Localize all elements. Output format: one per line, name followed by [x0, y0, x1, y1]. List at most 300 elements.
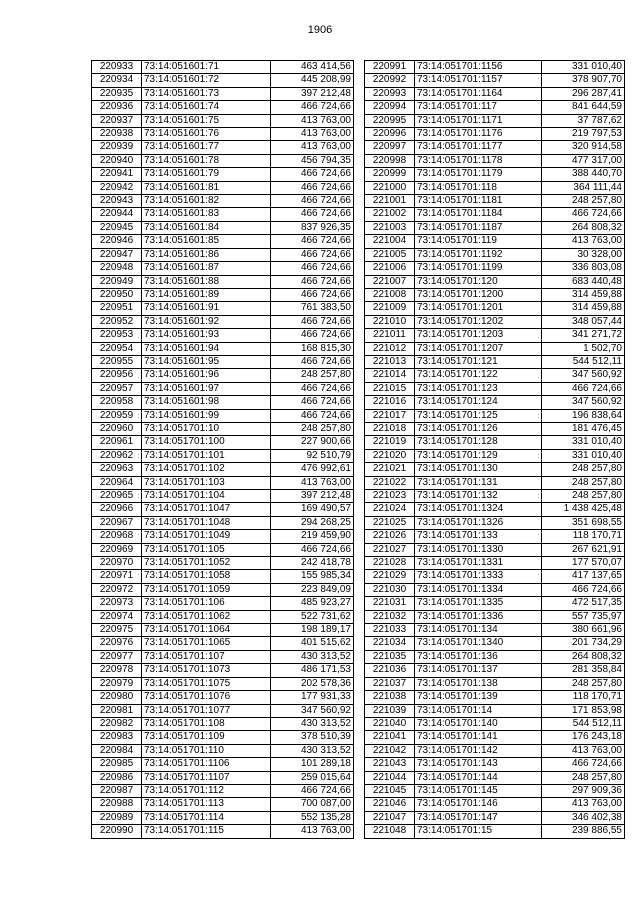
cadastral-number-cell: 73:14:051701:113	[142, 798, 271, 811]
cadastral-number-cell: 73:14:051701:1059	[142, 583, 271, 596]
cadastral-number-cell: 73:14:051701:1178	[415, 154, 542, 167]
table-row	[365, 61, 625, 74]
cadastral-number-cell: 73:14:051701:1324	[415, 503, 542, 516]
row-number-cell: 221036	[365, 664, 415, 677]
cadastral-number-cell: 73:14:051701:114	[142, 811, 271, 824]
row-number-cell: 221017	[365, 409, 415, 422]
cadastral-value-cell: 472 517,35	[542, 597, 625, 610]
cadastral-value-cell: 466 724,66	[542, 583, 625, 596]
table-row	[92, 329, 354, 342]
cadastral-value-cell: 397 212,48	[271, 87, 354, 100]
cadastral-value-cell: 430 313,52	[271, 717, 354, 730]
cadastral-value-cell: 181 476,45	[542, 422, 625, 435]
cadastral-value-cell: 294 268,25	[271, 516, 354, 529]
cadastral-value-cell: 466 724,66	[271, 262, 354, 275]
table-row	[92, 382, 354, 395]
cadastral-value-cell: 201 734,29	[542, 637, 625, 650]
cadastral-number-cell: 73:14:051601:87	[142, 262, 271, 275]
table-row	[92, 141, 354, 154]
cadastral-number-cell: 73:14:051601:79	[142, 168, 271, 181]
table-row	[365, 490, 625, 503]
row-number-cell: 221035	[365, 650, 415, 663]
cadastral-number-cell: 73:14:051701:147	[415, 811, 542, 824]
cadastral-number-cell: 73:14:051601:81	[142, 181, 271, 194]
row-number-cell: 221005	[365, 248, 415, 261]
table-row	[92, 302, 354, 315]
cadastral-value-cell: 466 724,66	[271, 315, 354, 328]
table-row	[92, 784, 354, 797]
cadastral-number-cell: 73:14:051701:1156	[415, 61, 542, 74]
table-row	[92, 570, 354, 583]
table-row	[365, 141, 625, 154]
row-number-cell: 220975	[92, 624, 142, 637]
cadastral-number-cell: 73:14:051701:1201	[415, 302, 542, 315]
cadastral-value-cell: 397 212,48	[271, 490, 354, 503]
row-number-cell: 221010	[365, 315, 415, 328]
row-number-cell: 220966	[92, 503, 142, 516]
cadastral-number-cell: 73:14:051701:100	[142, 436, 271, 449]
table-row	[365, 235, 625, 248]
cadastral-value-cell: 413 763,00	[542, 798, 625, 811]
cadastral-value-cell: 761 383,50	[271, 302, 354, 315]
cadastral-value-cell: 445 208,99	[271, 74, 354, 87]
row-number-cell: 221013	[365, 355, 415, 368]
table-row	[92, 490, 354, 503]
table-row	[92, 463, 354, 476]
row-number-cell: 221006	[365, 262, 415, 275]
cadastral-value-cell: 314 459,88	[542, 302, 625, 315]
row-number-cell: 220971	[92, 570, 142, 583]
cadastral-number-cell: 73:14:051601:89	[142, 288, 271, 301]
row-number-cell: 221040	[365, 717, 415, 730]
cadastral-number-cell: 73:14:051701:101	[142, 449, 271, 462]
row-number-cell: 220970	[92, 557, 142, 570]
cadastral-value-cell: 331 010,40	[542, 436, 625, 449]
cadastral-value-cell: 466 724,66	[271, 409, 354, 422]
cadastral-value-cell: 346 402,38	[542, 811, 625, 824]
row-number-cell: 221001	[365, 195, 415, 208]
cadastral-value-cell: 227 900,66	[271, 436, 354, 449]
cadastral-value-cell: 239 886,55	[542, 825, 625, 838]
table-row	[365, 610, 625, 623]
row-number-cell: 220935	[92, 87, 142, 100]
cadastral-value-cell: 177 931,33	[271, 691, 354, 704]
table-row	[92, 355, 354, 368]
cadastral-number-cell: 73:14:051601:85	[142, 235, 271, 248]
row-number-cell: 221007	[365, 275, 415, 288]
cadastral-value-cell: 413 763,00	[271, 476, 354, 489]
cadastral-value-cell: 466 724,66	[271, 168, 354, 181]
table-row	[92, 275, 354, 288]
table-row	[92, 744, 354, 757]
table-row	[92, 342, 354, 355]
cadastral-number-cell: 73:14:051601:88	[142, 275, 271, 288]
row-number-cell: 220992	[365, 74, 415, 87]
table-row	[92, 650, 354, 663]
row-number-cell: 220977	[92, 650, 142, 663]
row-number-cell: 220945	[92, 221, 142, 234]
row-number-cell: 220964	[92, 476, 142, 489]
cadastral-value-table-left	[91, 60, 354, 839]
cadastral-value-cell: 155 985,34	[271, 570, 354, 583]
row-number-cell: 221008	[365, 288, 415, 301]
cadastral-value-cell: 413 763,00	[271, 141, 354, 154]
cadastral-number-cell: 73:14:051701:1326	[415, 516, 542, 529]
cadastral-value-cell: 348 057,44	[542, 315, 625, 328]
cadastral-value-cell: 101 289,18	[271, 758, 354, 771]
row-number-cell: 221033	[365, 624, 415, 637]
cadastral-number-cell: 73:14:051601:78	[142, 154, 271, 167]
cadastral-number-cell: 73:14:051701:1157	[415, 74, 542, 87]
table-row	[92, 583, 354, 596]
table-row	[365, 516, 625, 529]
table-row	[92, 516, 354, 529]
table-row	[92, 624, 354, 637]
cadastral-number-cell: 73:14:051701:109	[142, 731, 271, 744]
table-row	[92, 288, 354, 301]
cadastral-number-cell: 73:14:051701:1181	[415, 195, 542, 208]
cadastral-value-cell: 417 137,65	[542, 570, 625, 583]
cadastral-value-cell: 259 015,64	[271, 771, 354, 784]
cadastral-number-cell: 73:14:051701:118	[415, 181, 542, 194]
cadastral-number-cell: 73:14:051701:1077	[142, 704, 271, 717]
table-row	[365, 101, 625, 114]
cadastral-number-cell: 73:14:051701:1333	[415, 570, 542, 583]
table-row	[92, 87, 354, 100]
cadastral-value-cell: 264 808,32	[542, 650, 625, 663]
table-row	[92, 154, 354, 167]
table-row	[92, 691, 354, 704]
cadastral-value-cell: 413 763,00	[271, 825, 354, 838]
table-row	[365, 369, 625, 382]
cadastral-value-cell: 466 724,66	[271, 543, 354, 556]
row-number-cell: 220942	[92, 181, 142, 194]
row-number-cell: 221039	[365, 704, 415, 717]
row-number-cell: 221027	[365, 543, 415, 556]
table-row	[365, 503, 625, 516]
cadastral-number-cell: 73:14:051701:104	[142, 490, 271, 503]
table-row	[92, 449, 354, 462]
cadastral-number-cell: 73:14:051701:1058	[142, 570, 271, 583]
cadastral-number-cell: 73:14:051701:1106	[142, 758, 271, 771]
table-row	[365, 691, 625, 704]
cadastral-number-cell: 73:14:051701:105	[142, 543, 271, 556]
row-number-cell: 220951	[92, 302, 142, 315]
row-number-cell: 220937	[92, 114, 142, 127]
cadastral-number-cell: 73:14:051701:107	[142, 650, 271, 663]
row-number-cell: 220984	[92, 744, 142, 757]
table-row	[92, 409, 354, 422]
cadastral-number-cell: 73:14:051701:1192	[415, 248, 542, 261]
table-row	[365, 744, 625, 757]
cadastral-value-cell: 456 794,35	[271, 154, 354, 167]
table-row	[365, 825, 625, 838]
row-number-cell: 221028	[365, 557, 415, 570]
table-row	[365, 449, 625, 462]
table-row	[92, 717, 354, 730]
cadastral-number-cell: 73:14:051601:86	[142, 248, 271, 261]
cadastral-number-cell: 73:14:051701:1184	[415, 208, 542, 221]
cadastral-value-cell: 466 724,66	[271, 784, 354, 797]
cadastral-value-cell: 267 621,91	[542, 543, 625, 556]
row-number-cell: 220995	[365, 114, 415, 127]
table-row	[365, 717, 625, 730]
cadastral-number-cell: 73:14:051701:1171	[415, 114, 542, 127]
table-row	[365, 382, 625, 395]
cadastral-number-cell: 73:14:051701:1107	[142, 771, 271, 784]
cadastral-value-cell: 378 510,39	[271, 731, 354, 744]
table-row	[92, 61, 354, 74]
table-row	[92, 315, 354, 328]
cadastral-number-cell: 73:14:051701:141	[415, 731, 542, 744]
page-number: 1906	[307, 24, 333, 36]
row-number-cell: 220955	[92, 355, 142, 368]
table-row	[365, 221, 625, 234]
row-number-cell: 221020	[365, 449, 415, 462]
table-row	[365, 396, 625, 409]
row-number-cell: 220990	[92, 825, 142, 838]
cadastral-number-cell: 73:14:051701:1200	[415, 288, 542, 301]
table-row	[365, 811, 625, 824]
cadastral-value-cell: 413 763,00	[271, 128, 354, 141]
cadastral-number-cell: 73:14:051701:130	[415, 463, 542, 476]
table-row	[365, 436, 625, 449]
cadastral-value-cell: 466 724,66	[271, 288, 354, 301]
row-number-cell: 220954	[92, 342, 142, 355]
row-number-cell: 221014	[365, 369, 415, 382]
table-row	[365, 624, 625, 637]
row-number-cell: 220986	[92, 771, 142, 784]
row-number-cell: 221000	[365, 181, 415, 194]
cadastral-number-cell: 73:14:051701:144	[415, 771, 542, 784]
table-row	[92, 262, 354, 275]
cadastral-number-cell: 73:14:051701:146	[415, 798, 542, 811]
table-row	[365, 275, 625, 288]
table-row	[365, 181, 625, 194]
cadastral-value-cell: 92 510,79	[271, 449, 354, 462]
table-row	[92, 181, 354, 194]
table-row	[365, 114, 625, 127]
table-row	[92, 677, 354, 690]
table-row	[365, 798, 625, 811]
cadastral-number-cell: 73:14:051701:1179	[415, 168, 542, 181]
cadastral-number-cell: 73:14:051701:121	[415, 355, 542, 368]
cadastral-value-cell: 466 724,66	[271, 275, 354, 288]
cadastral-number-cell: 73:14:051601:99	[142, 409, 271, 422]
row-number-cell: 220958	[92, 396, 142, 409]
cadastral-value-cell: 248 257,80	[542, 677, 625, 690]
row-number-cell: 221047	[365, 811, 415, 824]
cadastral-value-cell: 486 171,53	[271, 664, 354, 677]
cadastral-value-cell: 466 724,66	[271, 195, 354, 208]
cadastral-value-cell: 320 914,58	[542, 141, 625, 154]
cadastral-value-cell: 219 797,53	[542, 128, 625, 141]
cadastral-value-cell: 37 787,62	[542, 114, 625, 127]
table-row	[365, 315, 625, 328]
row-number-cell: 220949	[92, 275, 142, 288]
row-number-cell: 220980	[92, 691, 142, 704]
row-number-cell: 221023	[365, 490, 415, 503]
cadastral-number-cell: 73:14:051601:91	[142, 302, 271, 315]
cadastral-value-cell: 248 257,80	[542, 463, 625, 476]
table-row	[365, 476, 625, 489]
row-number-cell: 220940	[92, 154, 142, 167]
cadastral-number-cell: 73:14:051701:1187	[415, 221, 542, 234]
cadastral-value-cell: 171 853,98	[542, 704, 625, 717]
cadastral-value-cell: 476 992,61	[271, 463, 354, 476]
cadastral-number-cell: 73:14:051601:71	[142, 61, 271, 74]
cadastral-number-cell: 73:14:051701:1075	[142, 677, 271, 690]
table-row	[92, 235, 354, 248]
row-number-cell: 221022	[365, 476, 415, 489]
cadastral-value-cell: 466 724,66	[271, 329, 354, 342]
cadastral-value-cell: 331 010,40	[542, 449, 625, 462]
cadastral-value-cell: 196 838,64	[542, 409, 625, 422]
row-number-cell: 220987	[92, 784, 142, 797]
table-row	[365, 355, 625, 368]
cadastral-number-cell: 73:14:051701:1207	[415, 342, 542, 355]
row-number-cell: 220979	[92, 677, 142, 690]
table-row	[365, 543, 625, 556]
cadastral-number-cell: 73:14:051601:93	[142, 329, 271, 342]
cadastral-value-cell: 347 560,92	[542, 369, 625, 382]
table-row	[365, 758, 625, 771]
cadastral-number-cell: 73:14:051601:96	[142, 369, 271, 382]
cadastral-number-cell: 73:14:051701:117	[415, 101, 542, 114]
cadastral-number-cell: 73:14:051701:145	[415, 784, 542, 797]
cadastral-value-cell: 466 724,66	[271, 382, 354, 395]
cadastral-value-cell: 388 440,70	[542, 168, 625, 181]
cadastral-value-cell: 544 512,11	[542, 717, 625, 730]
row-number-cell: 221018	[365, 422, 415, 435]
cadastral-number-cell: 73:14:051701:1203	[415, 329, 542, 342]
row-number-cell: 220985	[92, 758, 142, 771]
table-row	[92, 208, 354, 221]
row-number-cell: 220953	[92, 329, 142, 342]
table-row	[92, 248, 354, 261]
table-row	[365, 342, 625, 355]
cadastral-value-cell: 413 763,00	[542, 744, 625, 757]
row-number-cell: 221031	[365, 597, 415, 610]
table-row	[92, 798, 354, 811]
cadastral-value-cell: 242 418,78	[271, 557, 354, 570]
row-number-cell: 220994	[365, 101, 415, 114]
table-row	[365, 195, 625, 208]
cadastral-value-table-right	[364, 60, 625, 839]
row-number-cell: 221037	[365, 677, 415, 690]
row-number-cell: 220950	[92, 288, 142, 301]
cadastral-value-cell: 248 257,80	[542, 195, 625, 208]
table-row	[365, 168, 625, 181]
table-row	[92, 74, 354, 87]
table-row	[92, 221, 354, 234]
cadastral-number-cell: 73:14:051601:95	[142, 355, 271, 368]
cadastral-number-cell: 73:14:051701:15	[415, 825, 542, 838]
cadastral-number-cell: 73:14:051701:138	[415, 677, 542, 690]
row-number-cell: 221025	[365, 516, 415, 529]
cadastral-number-cell: 73:14:051701:139	[415, 691, 542, 704]
cadastral-value-cell: 378 907,70	[542, 74, 625, 87]
row-number-cell: 221011	[365, 329, 415, 342]
cadastral-value-cell: 413 763,00	[271, 114, 354, 127]
row-number-cell: 220973	[92, 597, 142, 610]
cadastral-value-cell: 466 724,66	[271, 208, 354, 221]
cadastral-number-cell: 73:14:051701:108	[142, 717, 271, 730]
row-number-cell: 221002	[365, 208, 415, 221]
cadastral-number-cell: 73:14:051701:1177	[415, 141, 542, 154]
cadastral-number-cell: 73:14:051701:124	[415, 396, 542, 409]
cadastral-number-cell: 73:14:051601:75	[142, 114, 271, 127]
row-number-cell: 220936	[92, 101, 142, 114]
row-number-cell: 221042	[365, 744, 415, 757]
cadastral-number-cell: 73:14:051701:14	[415, 704, 542, 717]
table-row	[365, 583, 625, 596]
cadastral-value-cell: 297 909,36	[542, 784, 625, 797]
cadastral-number-cell: 73:14:051701:1202	[415, 315, 542, 328]
cadastral-number-cell: 73:14:051701:143	[415, 758, 542, 771]
cadastral-value-cell: 248 257,80	[542, 490, 625, 503]
row-number-cell: 221026	[365, 530, 415, 543]
cadastral-number-cell: 73:14:051601:72	[142, 74, 271, 87]
row-number-cell: 220998	[365, 154, 415, 167]
cadastral-number-cell: 73:14:051701:142	[415, 744, 542, 757]
cadastral-value-cell: 466 724,66	[271, 181, 354, 194]
row-number-cell: 220978	[92, 664, 142, 677]
table-row	[92, 503, 354, 516]
cadastral-value-cell: 168 815,30	[271, 342, 354, 355]
cadastral-value-cell: 248 257,80	[271, 422, 354, 435]
cadastral-number-cell: 73:14:051601:76	[142, 128, 271, 141]
table-row	[92, 530, 354, 543]
cadastral-number-cell: 73:14:051701:1336	[415, 610, 542, 623]
row-number-cell: 220965	[92, 490, 142, 503]
cadastral-number-cell: 73:14:051701:126	[415, 422, 542, 435]
cadastral-number-cell: 73:14:051701:132	[415, 490, 542, 503]
row-number-cell: 221024	[365, 503, 415, 516]
table-row	[365, 650, 625, 663]
row-number-cell: 220991	[365, 61, 415, 74]
cadastral-number-cell: 73:14:051701:119	[415, 235, 542, 248]
cadastral-number-cell: 73:14:051701:1065	[142, 637, 271, 650]
cadastral-number-cell: 73:14:051601:74	[142, 101, 271, 114]
row-number-cell: 220946	[92, 235, 142, 248]
table-row	[365, 422, 625, 435]
cadastral-number-cell: 73:14:051701:1334	[415, 583, 542, 596]
row-number-cell: 221032	[365, 610, 415, 623]
cadastral-number-cell: 73:14:051701:120	[415, 275, 542, 288]
cadastral-number-cell: 73:14:051601:92	[142, 315, 271, 328]
row-number-cell: 221030	[365, 583, 415, 596]
row-number-cell: 220959	[92, 409, 142, 422]
row-number-cell: 221044	[365, 771, 415, 784]
cadastral-value-cell: 118 170,71	[542, 691, 625, 704]
cadastral-value-cell: 1 438 425,48	[542, 503, 625, 516]
cadastral-value-cell: 466 724,66	[271, 248, 354, 261]
cadastral-number-cell: 73:14:051701:1340	[415, 637, 542, 650]
cadastral-number-cell: 73:14:051601:77	[142, 141, 271, 154]
cadastral-number-cell: 73:14:051701:129	[415, 449, 542, 462]
cadastral-number-cell: 73:14:051601:97	[142, 382, 271, 395]
table-row	[365, 463, 625, 476]
cadastral-number-cell: 73:14:051701:125	[415, 409, 542, 422]
table-row	[365, 288, 625, 301]
row-number-cell: 220960	[92, 422, 142, 435]
cadastral-value-cell: 296 287,41	[542, 87, 625, 100]
row-number-cell: 220952	[92, 315, 142, 328]
cadastral-value-cell: 198 189,17	[271, 624, 354, 637]
row-number-cell: 220947	[92, 248, 142, 261]
table-row	[365, 530, 625, 543]
